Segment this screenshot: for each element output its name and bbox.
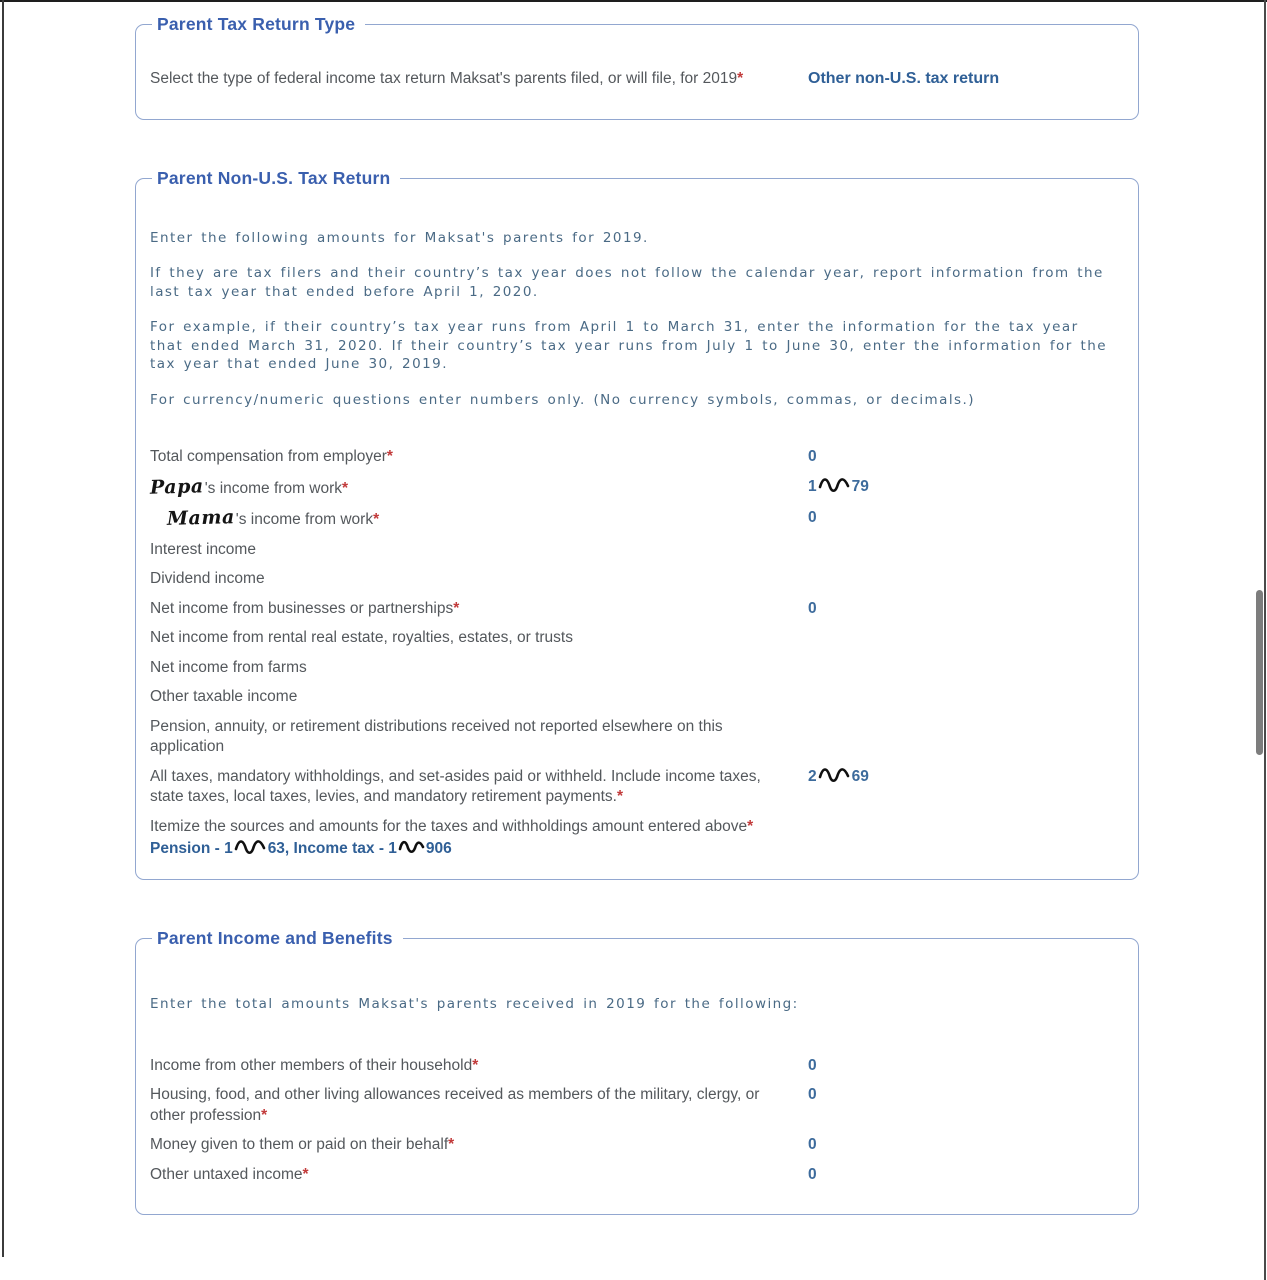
required-asterisk: * [302, 1165, 309, 1183]
field-value[interactable]: 0 [808, 1056, 817, 1074]
section-parent-tax-return-type [135, 14, 1139, 120]
field-label: All taxes, mandatory withholdings, and set-asides paid or withheld. Include income taxes, state taxes, local taxes, levies, and mandatory retirement payments.* [150, 767, 761, 805]
instruction-paragraph: Enter the following amounts for Maksat's parents for 2019. [150, 229, 649, 246]
field-row [150, 540, 1122, 561]
required-asterisk: * [737, 70, 744, 87]
field-row [150, 599, 1122, 620]
field-value[interactable]: 0 [808, 1086, 817, 1103]
field-label: Net income from businesses or partnerships* [150, 599, 460, 617]
field-label: Pension, annuity, or retirement distributions received not reported elsewhere on this application [150, 717, 723, 755]
window-border-top [0, 0, 1267, 2]
field-value[interactable]: 0 [808, 509, 817, 526]
instruction-paragraph: For example, if their country’s tax year runs from April 1 to March 31, enter the information for the tax year that ended March 31, 2020. If their country’s tax year runs from July 1 to June 30, enter the information for the tax year that ended June 30, 2019. [150, 319, 1107, 372]
required-asterisk: * [386, 448, 393, 465]
handwritten-name: Papa [149, 474, 204, 499]
instructions [150, 229, 1122, 410]
field-row [150, 628, 1122, 649]
instruction-paragraph: If they are tax filers and their country’s tax year does not follow the calendar year, report information from the last tax year that ended before April 1, 2020. [150, 265, 1104, 300]
field-label: Total compensation from employer* [150, 448, 393, 465]
required-asterisk: * [453, 599, 460, 617]
question-label: Select the type of federal income tax return Maksat's parents filed, or will file, for 2019* [150, 70, 744, 87]
field-row [150, 767, 1122, 808]
field-label: Itemize the sources and amounts for the taxes and withholdings amount entered above* [150, 817, 754, 835]
required-asterisk: * [373, 511, 380, 528]
field-label: Papa's income from work* [149, 474, 349, 499]
field-value[interactable]: 2 69 [808, 767, 869, 785]
field-rows [150, 1056, 1122, 1186]
field-value[interactable]: 1 79 [808, 477, 869, 495]
required-asterisk: * [747, 817, 754, 835]
required-asterisk: * [616, 788, 623, 805]
itemized-answer[interactable]: Pension - 1 63, Income tax - 1 906 [150, 840, 452, 857]
section-title: Parent Tax Return Type [157, 14, 356, 34]
field-value[interactable]: 0 [808, 1136, 817, 1153]
instructions [150, 995, 1122, 1014]
field-row [150, 817, 1122, 860]
field-label: Interest income [150, 540, 256, 558]
required-asterisk: * [472, 1056, 479, 1074]
field-row [150, 69, 1122, 90]
field-label: Income from other members of their household* [150, 1056, 479, 1074]
field-row [150, 1056, 1122, 1077]
section-title: Parent Income and Benefits [157, 928, 393, 948]
field-row [150, 447, 1122, 468]
window-border-left [2, 0, 4, 1257]
field-value[interactable]: 0 [808, 448, 817, 465]
required-asterisk: * [261, 1106, 268, 1124]
field-value[interactable]: 0 [808, 1165, 817, 1183]
field-value[interactable]: Other non-U.S. tax return [808, 70, 1000, 87]
instruction-paragraph: For currency/numeric questions enter numbers only. (No currency symbols, commas, or decimals.) [150, 391, 975, 408]
field-row [150, 1165, 1122, 1186]
field-label: Net income from farms [150, 658, 307, 676]
vertical-scrollbar-thumb[interactable] [1256, 590, 1263, 755]
section-parent-income-and-benefits [135, 928, 1139, 1215]
scribble-redaction [398, 840, 425, 855]
handwritten-name: Mama [166, 506, 236, 530]
field-row [150, 569, 1122, 590]
scribble-redaction [818, 768, 851, 783]
field-label: Housing, food, and other living allowances received as members of the military, clergy, or other profession* [150, 1086, 760, 1124]
field-label: Other taxable income [150, 688, 298, 705]
section-parent-non-us-tax-return [135, 168, 1139, 881]
field-label: Dividend income [150, 570, 265, 587]
field-label: Money given to them or paid on their behalf* [150, 1136, 455, 1153]
section-title: Parent Non-U.S. Tax Return [157, 167, 391, 188]
window-border-right [1264, 0, 1266, 1280]
field-row [150, 1085, 1122, 1126]
required-asterisk: * [448, 1136, 455, 1153]
field-label: Mama's income from work* [166, 506, 380, 530]
field-row [150, 658, 1122, 679]
field-row [150, 687, 1122, 708]
scribble-redaction [818, 478, 851, 493]
instruction-paragraph: Enter the total amounts Maksat's parents received in 2019 for the following: [150, 996, 799, 1012]
field-row [150, 508, 1122, 531]
form-content [135, 14, 1139, 1215]
field-label: Other untaxed income* [150, 1165, 309, 1183]
field-value[interactable]: 0 [808, 599, 817, 617]
field-rows [150, 447, 1122, 859]
scribble-redaction [234, 840, 267, 855]
required-asterisk: * [342, 479, 349, 497]
field-row [149, 474, 1122, 500]
field-row [150, 1135, 1122, 1156]
field-row [150, 717, 1122, 758]
field-label: Net income from rental real estate, royalties, estates, or trusts [150, 629, 573, 646]
